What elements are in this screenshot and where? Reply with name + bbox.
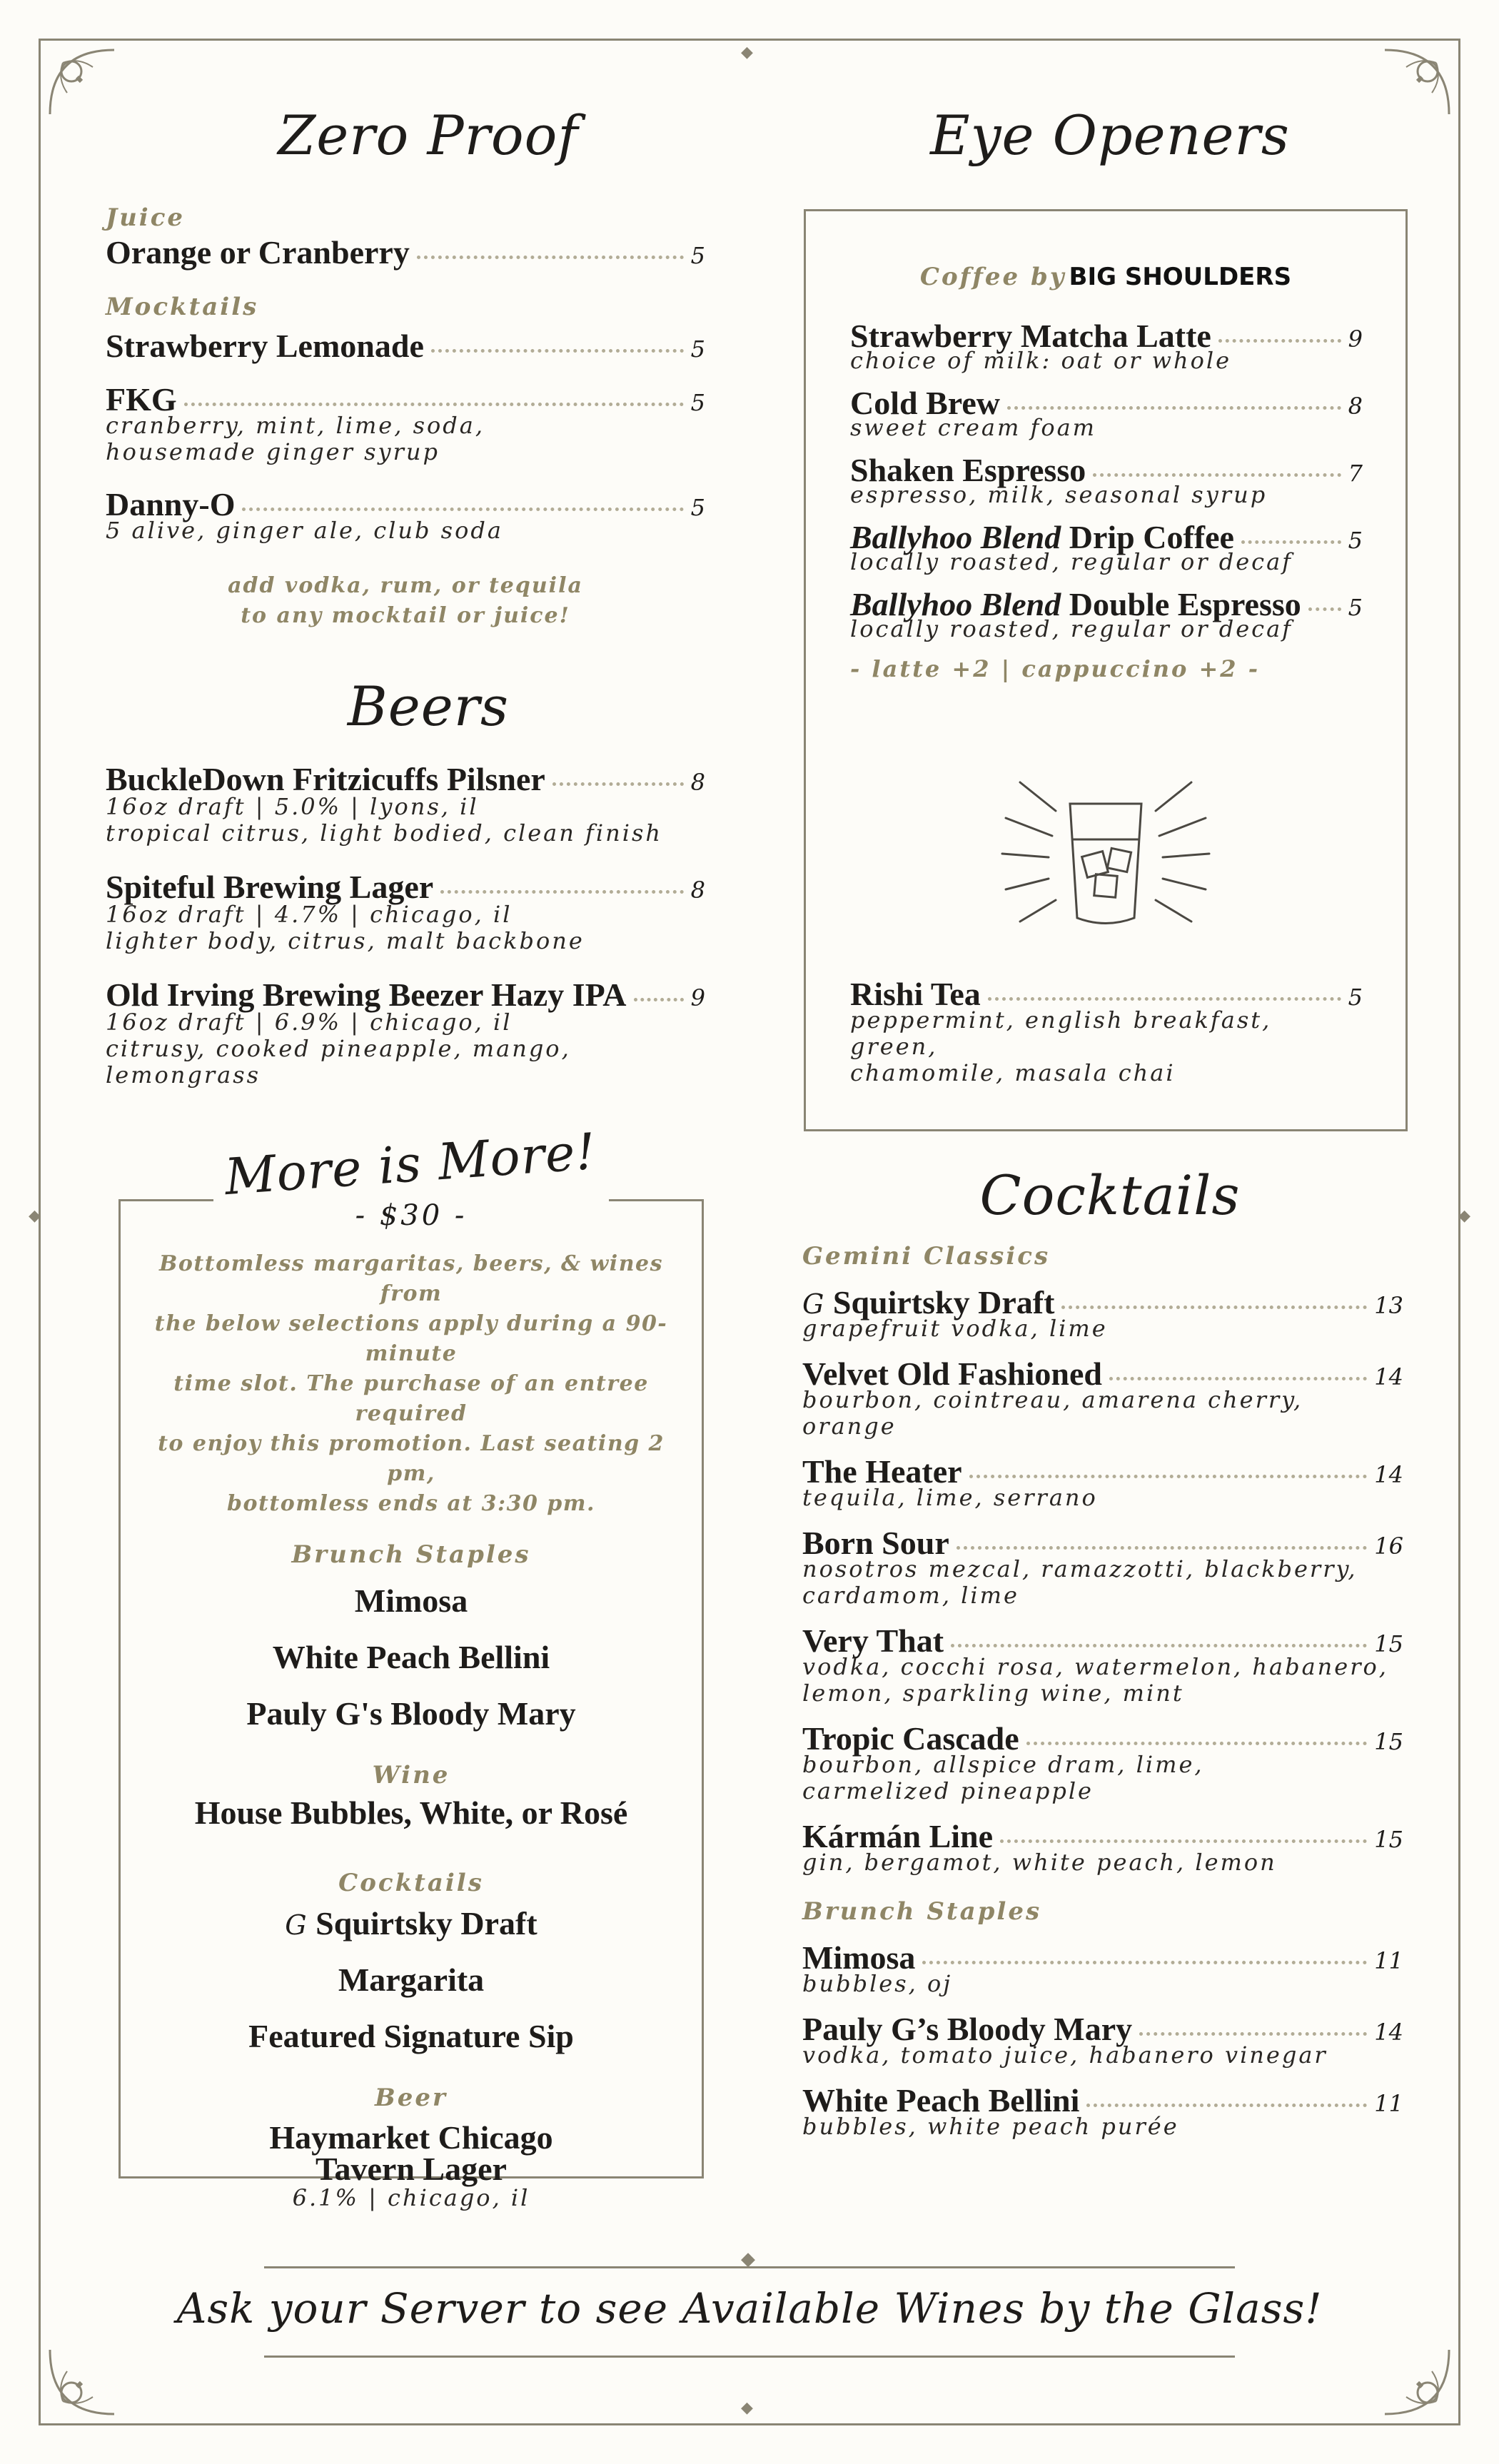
gemini-g-icon: G — [802, 1288, 825, 1320]
leader-dots — [242, 508, 683, 511]
item-price: 14 — [1374, 1461, 1403, 1488]
section-title-zero-proof: Zero Proof — [278, 103, 579, 167]
bottomless-item: Mimosa — [354, 1582, 468, 1619]
item-description: vodka, cocchi rosa, watermelon, habanero, — [802, 1653, 1388, 1680]
description-line: Bottomless margaritas, beers, & wines from — [159, 1251, 663, 1306]
item-name-rest: Drip Coffee — [1061, 519, 1234, 555]
category-label-beer: Beer — [375, 2084, 448, 2112]
item-price: 9 — [690, 984, 705, 1011]
item-price: 8 — [1348, 393, 1363, 420]
bottomless-description — [133, 1249, 690, 1519]
leader-dots — [431, 349, 684, 353]
item-description: chamomile, masala chai — [850, 1059, 1176, 1086]
bottomless-item: Margarita — [338, 1961, 485, 1998]
section-title-more-is-more: More is More! — [223, 1121, 598, 1207]
bottomless-item: Pauly G's Bloody Mary — [246, 1695, 576, 1732]
beers-section — [106, 760, 705, 1089]
tea-block — [850, 975, 1363, 1086]
bottomless-item: Haymarket Chicago — [269, 2119, 553, 2156]
item-description: peppermint, english breakfast, green, — [850, 1006, 1272, 1060]
leader-dots — [634, 998, 684, 1001]
item-name: Spiteful Brewing Lager — [106, 869, 434, 905]
item-price: 14 — [1374, 1363, 1403, 1390]
leader-dots — [1109, 1377, 1367, 1380]
item-description: 16oz draft | 6.9% | chicago, il — [106, 1009, 513, 1036]
leader-dots — [552, 782, 684, 786]
item-price: 5 — [1348, 527, 1363, 554]
category-label-juice: Juice — [106, 203, 186, 232]
bottomless-item: Tavern Lager — [316, 2151, 507, 2187]
item-description: housemade ginger syrup — [106, 438, 440, 465]
gemini-g-icon: G — [285, 1909, 308, 1941]
item-description: espresso, milk, seasonal syrup — [850, 481, 1268, 508]
item-description: 6.1% | chicago, il — [292, 2184, 530, 2211]
diamond-ornament-icon: ◆ — [741, 43, 753, 61]
category-label-gemini: Gemini Classics — [802, 1242, 1051, 1271]
coffee-by-line — [806, 263, 1405, 291]
leader-dots — [1218, 339, 1341, 343]
leader-dots — [1308, 607, 1341, 611]
section-title-cocktails: Cocktails — [979, 1163, 1241, 1227]
leader-dots — [1026, 1742, 1368, 1745]
item-description: lighter body, citrus, malt backbone — [106, 927, 585, 954]
item-name: Squirtsky Draft — [316, 1905, 537, 1942]
item-price: 5 — [690, 389, 705, 416]
mocktail-note: add vodka, rum, or tequila — [228, 573, 583, 598]
item-description: nosotros mezcal, ramazzotti, blackberry, — [802, 1555, 1358, 1582]
item-description: bourbon, cointreau, amarena cherry, orange — [802, 1386, 1303, 1440]
item-description: cardamom, lime — [802, 1582, 1019, 1609]
whiskey-glass-icon — [977, 768, 1234, 946]
more-is-more-content — [133, 1249, 690, 2211]
wine-by-glass-note: Ask your Server to see Available Wines by the Glass! — [176, 2284, 1323, 2333]
description-line: time slot. The purchase of an entree required — [173, 1371, 649, 1426]
item-price: 5 — [690, 242, 705, 269]
blend-name: Ballyhoo Blend — [850, 586, 1061, 622]
leader-dots — [1086, 2104, 1367, 2107]
leader-dots — [951, 1644, 1367, 1647]
leader-dots — [957, 1546, 1368, 1550]
diamond-ornament-icon: ◆ — [741, 2398, 753, 2416]
more-price: - $30 - — [355, 1199, 468, 1232]
diamond-ornament-icon: ◆ — [29, 1206, 41, 1224]
menu-item — [106, 233, 705, 271]
item-description: lemon, sparkling wine, mint — [802, 1680, 1184, 1707]
item-name: Kármán Line — [802, 1818, 994, 1854]
item-price: 16 — [1374, 1533, 1403, 1560]
leader-dots — [184, 403, 684, 406]
leader-dots — [1241, 540, 1341, 544]
item-price: 5 — [690, 494, 705, 521]
item-name: Very That — [802, 1622, 944, 1659]
leader-dots — [922, 1961, 1367, 1964]
item-name: Orange or Cranberry — [106, 234, 410, 271]
item-name: Born Sour — [802, 1525, 949, 1561]
diamond-ornament-icon: ◆ — [741, 2248, 755, 2269]
leader-dots — [969, 1475, 1368, 1478]
item-price: 8 — [690, 769, 705, 796]
diamond-ornament-icon: ◆ — [1458, 1206, 1470, 1224]
item-name-text: Squirtsky Draft — [832, 1284, 1055, 1321]
item-price: 11 — [1374, 1947, 1403, 1974]
item-price: 11 — [1374, 2090, 1403, 2117]
item-price: 15 — [1374, 1630, 1403, 1657]
item-name: BuckleDown Fritzicuffs Pilsner — [106, 761, 545, 797]
item-description: cranberry, mint, lime, soda, — [106, 412, 485, 439]
leader-dots — [1139, 2032, 1367, 2036]
item-name: Mimosa — [802, 1939, 916, 1976]
big-shoulders-logo: BIG SHOULDERS — [1069, 263, 1292, 291]
bottomless-item: White Peach Bellini — [272, 1639, 550, 1675]
cocktails-section — [802, 1242, 1403, 2140]
leader-dots — [1000, 1839, 1367, 1843]
section-title-eye-openers: Eye Openers — [930, 103, 1290, 167]
item-description: citrusy, cooked pineapple, mango, lemongrass — [106, 1035, 571, 1089]
item-name: The Heater — [802, 1453, 962, 1490]
item-name: FKG — [106, 381, 177, 418]
leader-dots — [988, 997, 1341, 1001]
item-description: 16oz draft | 5.0% | lyons, il — [106, 793, 479, 820]
bottomless-item: House Bubbles, White, or Rosé — [194, 1794, 628, 1831]
item-description: locally roasted, regular or decaf — [850, 615, 1293, 642]
item-name: White Peach Bellini — [802, 2082, 1080, 2119]
mocktail-note: to any mocktail or juice! — [241, 603, 570, 628]
item-description: carmelized pineapple — [802, 1777, 1094, 1804]
item-description: choice of milk: oat or whole — [850, 347, 1232, 374]
menu-item — [106, 327, 705, 365]
item-price: 14 — [1374, 2019, 1403, 2046]
item-name: Tropic Cascade — [802, 1720, 1019, 1757]
coffee-addon: - latte +2 | cappuccino +2 - — [850, 655, 1260, 682]
zero-proof-section — [106, 203, 705, 631]
eye-openers-box — [804, 209, 1408, 1131]
item-description: grapefruit vodka, lime — [802, 1315, 1108, 1342]
coffee-list — [850, 317, 1363, 682]
item-description: tequila, lime, serrano — [802, 1484, 1098, 1511]
coffee-by-label: Coffee by — [919, 263, 1066, 291]
item-name: Pauly G’s Bloody Mary — [802, 2011, 1133, 2047]
section-title-beers: Beers — [347, 675, 510, 738]
item-price: 7 — [1348, 460, 1363, 487]
item-price: 8 — [690, 877, 705, 904]
item-description: vodka, tomato juice, habanero vinegar — [802, 2041, 1328, 2069]
item-description: locally roasted, regular or decaf — [850, 548, 1293, 575]
flourish-corner-ornament — [1378, 2343, 1456, 2421]
item-description: 16oz draft | 4.7% | chicago, il — [106, 901, 513, 928]
category-label-cocktails: Cocktails — [338, 1869, 484, 1897]
item-description: tropical citrus, light bodied, clean finish — [106, 819, 662, 847]
leader-dots — [1007, 406, 1341, 410]
item-price: 9 — [1348, 325, 1363, 353]
item-description: sweet cream foam — [850, 414, 1096, 441]
item-name: Old Irving Brewing Beezer Hazy IPA — [106, 976, 627, 1013]
item-name: Cold Brew — [850, 385, 1000, 421]
item-price: 5 — [690, 335, 705, 363]
leader-dots — [1093, 473, 1341, 477]
category-label-brunch: Brunch Staples — [291, 1540, 531, 1569]
item-name: Danny-O — [106, 486, 236, 522]
item-description: bourbon, allspice dram, lime, — [802, 1751, 1204, 1778]
item-description: bubbles, oj — [802, 1970, 953, 1997]
description-line: bottomless ends at 3:30 pm. — [227, 1491, 595, 1516]
item-name: Strawberry Lemonade — [106, 328, 424, 364]
leader-dots — [417, 256, 684, 259]
item-price: 15 — [1374, 1826, 1403, 1853]
category-label-mocktails: Mocktails — [106, 293, 259, 321]
item-price: 15 — [1374, 1728, 1403, 1755]
bottomless-item — [133, 1904, 690, 1942]
item-price: 13 — [1374, 1292, 1403, 1319]
category-label-wine: Wine — [372, 1761, 450, 1789]
item-price: 5 — [1348, 594, 1363, 621]
leader-dots — [1061, 1306, 1367, 1309]
item-name: Rishi Tea — [850, 976, 981, 1012]
footer-divider-bottom — [264, 2356, 1235, 2361]
item-name: Velvet Old Fashioned — [802, 1355, 1103, 1392]
leader-dots — [440, 890, 683, 894]
description-line: the below selections apply during a 90-minute — [154, 1311, 668, 1366]
item-name: Strawberry Matcha Latte — [850, 318, 1211, 354]
bottomless-item: Featured Signature Sip — [248, 2018, 574, 2054]
item-description: 5 alive, ginger ale, club soda — [106, 517, 503, 544]
blend-name: Ballyhoo Blend — [850, 519, 1061, 555]
flourish-corner-ornament — [43, 2343, 121, 2421]
item-description: bubbles, white peach purée — [802, 2113, 1179, 2140]
item-description: gin, bergamot, white peach, lemon — [802, 1849, 1277, 1876]
item-price: 5 — [1348, 984, 1363, 1011]
description-line: to enjoy this promotion. Last seating 2 pm, — [158, 1431, 665, 1486]
category-label-brunch-staples: Brunch Staples — [802, 1897, 1042, 1926]
item-name: Shaken Espresso — [850, 452, 1086, 488]
item-name-rest: Double Espresso — [1061, 586, 1301, 622]
